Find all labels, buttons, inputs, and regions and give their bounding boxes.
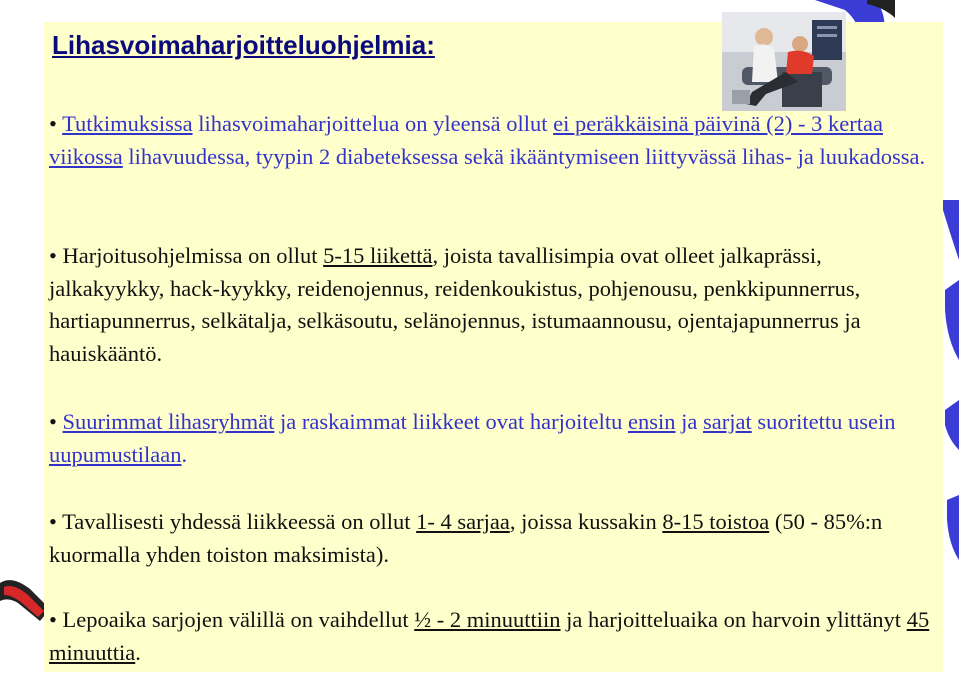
bullet-text-segment: 1- 4 sarjaa [416,509,510,534]
bullet-text-segment: ensin [628,409,676,434]
bullet-text-segment: 8-15 toistoa [662,509,770,534]
bullet-text-segment: uupumustilaan [49,441,182,467]
bullet-studies [49,108,939,173]
bullet-text-segment: suoritettu usein [751,409,896,434]
bullet-rest-time [49,604,939,669]
bullet-mark: • [49,409,63,434]
bullet-mark: • [49,509,63,534]
bullet-muscle-groups [49,406,939,471]
bullet-text-segment: ½ - 2 minuuttiin [414,607,561,632]
bullet-text-segment: Suurimmat lihasryhmät [62,409,275,434]
bullet-text-segment: ja raskaimmat liikkeet ovat harjoiteltu [274,409,629,434]
bullet-text-segment: lihasvoimaharjoittelua on yleensä ollut [192,111,554,136]
gym-leg-press-photo [722,12,846,111]
bullet-text-segment: ei peräkkäisinä päivinä (2) - 3 kertaa viikossa [49,111,883,169]
bullet-mark: • [49,111,63,136]
bullet-text-segment: 45 minuuttia [49,607,930,665]
bullet-text-segment: , joissa kussakin [509,509,663,534]
bullet-sets-reps [49,506,939,571]
bullet-text-segment: (50 - 85%:n kuormalla yhden toiston maksimista). [49,509,883,567]
bullet-text-segment: . [135,639,141,665]
bullet-text-segment: Harjoitusohjelmissa on ollut [62,243,324,268]
bullet-text-segment: Lepoaika sarjojen välillä on vaihdellut [62,607,415,632]
bullet-mark: • [49,607,63,632]
bullet-exercises [49,240,939,370]
bullet-text-segment: lihavuudessa, tyypin 2 diabeteksessa sekä ikääntymiseen liittyvässä lihas- ja luukadossa. [122,143,926,169]
bullet-text-segment: Tutkimuksissa [62,111,193,136]
bullet-text-segment: , joista tavallisimpia ovat olleet jalkaprässi, jalkakyykky, hack-kyykky, reidenojennus, reidenkoukistus, pohjenousu, penkkipunnerrus, hartiapunnerrus, selkätalja, selkäsoutu, selänojennus, istumaannousu, ojentajapunnerrus ja hauiskääntö. [49,243,861,366]
bullet-text-segment: sarjat [703,409,752,434]
bullet-text-segment: . [181,441,188,467]
bullet-text-segment: ja harjoitteluaika on harvoin ylittänyt [560,607,907,632]
bullet-text-segment: Tavallisesti yhdessä liikkeessä on ollut [62,509,417,534]
bullet-text-segment: ja [675,409,704,434]
bullet-text-segment: 5-15 liikettä [323,243,433,268]
slide-title: Lihasvoimaharjoitteluohjelmia: [52,30,435,60]
bullet-mark: • [49,243,63,268]
